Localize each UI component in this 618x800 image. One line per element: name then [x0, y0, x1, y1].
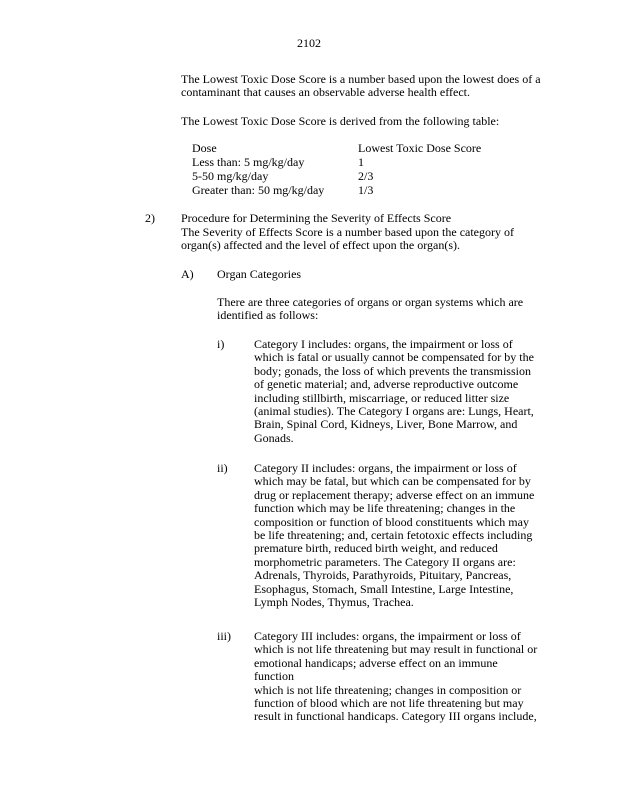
text-line: body; gonads, the loss of which prevents the transmission [254, 363, 531, 378]
table-header-score: Lowest Toxic Dose Score [358, 141, 482, 155]
table-row [192, 170, 512, 184]
category-ii-numeral: ii) [217, 461, 228, 475]
category-iii-numeral: iii) [217, 629, 231, 643]
subsection-a-letter: A) [181, 267, 194, 281]
text-line: function which may be life threatening; changes in the [254, 501, 516, 516]
subsection-a-intro: There are three categories of organs or organ systems which are identified as follows: [217, 295, 524, 323]
table-cell-dose: Less than: 5 mg/kg/day [192, 155, 305, 169]
table-cell-score: 2/3 [358, 169, 374, 183]
table-cell-dose: 5-50 mg/kg/day [192, 169, 269, 183]
table-cell-score: 1 [358, 155, 364, 169]
section-2-text: The Severity of Effects Score is a number based upon the category of organ(s) affected and the level of effect upon the organ(s). [181, 225, 514, 253]
category-ii-text [254, 462, 538, 609]
category-i-numeral: i) [217, 337, 225, 351]
text-line: of genetic material; and, adverse reproductive outcome [254, 377, 519, 392]
table-row [192, 184, 512, 198]
text-line: premature birth, reduced birth weight, and reduced [254, 541, 498, 556]
table-header-dose: Dose [192, 141, 217, 155]
text-line: Gonads. [254, 430, 294, 445]
page-number [0, 37, 618, 50]
text-line: drug or replacement therapy; adverse effect on an immune [254, 487, 535, 502]
subsection-a-title: Organ Categories [217, 267, 302, 281]
text-line: Category III includes: organs, the impairment or loss of [254, 629, 521, 643]
text-line: function of blood which are not life threatening but may [254, 696, 524, 711]
table-header-row [192, 142, 512, 156]
text-line: which is not life threatening but may result in functional or [254, 642, 538, 657]
category-iii-text [254, 630, 538, 724]
table-cell-score: 1/3 [358, 183, 374, 197]
text-line: Category I includes: organs, the impairment or loss of [254, 337, 513, 351]
text-line: be life threatening; and, certain fetotoxic effects including [254, 528, 533, 543]
table-row [192, 156, 512, 170]
text-line: result in functional handicaps. Category III organs include, [254, 709, 537, 724]
text-line: which may be fatal, but which can be compensated for by [254, 474, 531, 489]
text-line: Category II includes: organs, the impairment or loss of [254, 461, 517, 475]
text-line: including stillbirth, miscarriage, or reduced litter size [254, 390, 510, 405]
intro-paragraph-1: The Lowest Toxic Dose Score is a number based upon the lowest does of a contaminant that causes an observable adverse health effect. [181, 72, 541, 100]
section-2-number: 2) [145, 211, 155, 225]
text-line: composition or function of blood constituents which may [254, 514, 529, 529]
text-line: (animal studies). The Category I organs are: Lungs, Heart, [254, 404, 534, 419]
page-number-text: 2102 [297, 36, 321, 50]
text-line: which is not life threatening; changes in composition or [254, 682, 522, 697]
text-line: morphometric parameters. The Category II organs are: [254, 554, 516, 569]
text-line: Lymph Nodes, Thymus, Trachea. [254, 595, 414, 610]
dose-table [192, 142, 512, 198]
text-line: Adrenals, Thyroids, Parathyroids, Pituitary, Pancreas, [254, 568, 512, 583]
text-line: emotional handicaps; adverse effect on an immune function [254, 655, 498, 684]
text-line: which is fatal or usually cannot be compensated for by the [254, 350, 534, 365]
text-line: Esophagus, Stomach, Small Intestine, Large Intestine, [254, 581, 514, 596]
table-cell-dose: Greater than: 50 mg/kg/day [192, 183, 325, 197]
text-line: Brain, Spinal Cord, Kidneys, Liver, Bone Marrow, and [254, 417, 518, 432]
category-i-text [254, 338, 538, 445]
intro-paragraph-2: The Lowest Toxic Dose Score is derived from the following table: [181, 114, 500, 128]
section-2-title: Procedure for Determining the Severity of Effects Score [181, 211, 452, 225]
